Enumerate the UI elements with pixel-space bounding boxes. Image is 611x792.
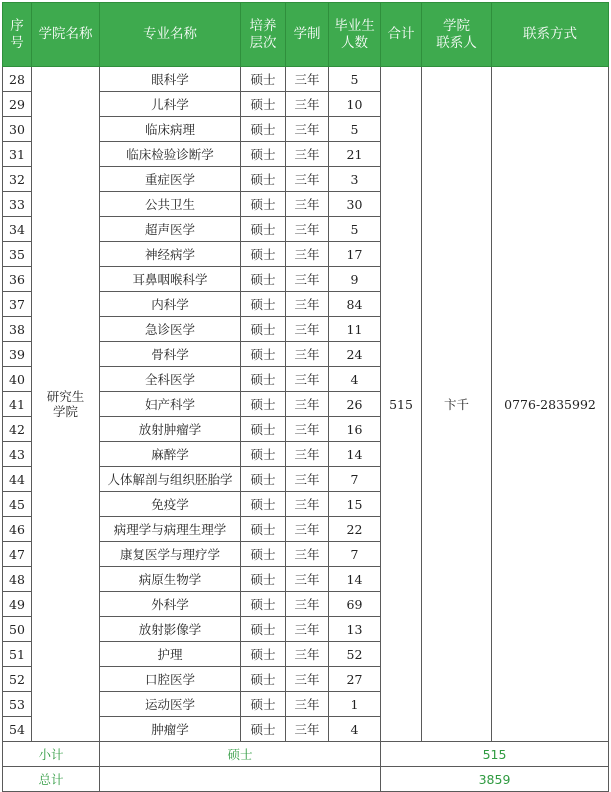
graduate-count: 4	[329, 717, 381, 742]
row-number: 36	[3, 267, 32, 292]
training-level: 硕士	[241, 92, 286, 117]
graduate-count: 10	[329, 92, 381, 117]
major-name: 急诊医学	[100, 317, 241, 342]
graduate-count: 21	[329, 142, 381, 167]
graduate-count: 11	[329, 317, 381, 342]
subtotal-label: 小计	[3, 742, 100, 767]
major-name: 放射肿瘤学	[100, 417, 241, 442]
graduate-count: 14	[329, 567, 381, 592]
header-college: 学院名称	[32, 3, 100, 67]
graduate-count: 7	[329, 542, 381, 567]
row-number: 41	[3, 392, 32, 417]
major-name: 妇产科学	[100, 392, 241, 417]
graduate-count: 24	[329, 342, 381, 367]
graduate-count: 27	[329, 667, 381, 692]
major-name: 免疫学	[100, 492, 241, 517]
header-contact: 学院 联系人	[422, 3, 492, 67]
training-level: 硕士	[241, 292, 286, 317]
study-duration: 三年	[286, 317, 329, 342]
study-duration: 三年	[286, 392, 329, 417]
header-phone: 联系方式	[492, 3, 609, 67]
row-number: 54	[3, 717, 32, 742]
training-level: 硕士	[241, 567, 286, 592]
training-level: 硕士	[241, 617, 286, 642]
major-name: 康复医学与理疗学	[100, 542, 241, 567]
subtotal-row	[3, 742, 609, 767]
training-level: 硕士	[241, 642, 286, 667]
study-duration: 三年	[286, 492, 329, 517]
major-name: 内科学	[100, 292, 241, 317]
major-name: 骨科学	[100, 342, 241, 367]
header-duration: 学制	[286, 3, 329, 67]
group-total: 515	[381, 67, 422, 742]
graduate-count: 69	[329, 592, 381, 617]
row-number: 52	[3, 667, 32, 692]
row-number: 33	[3, 192, 32, 217]
study-duration: 三年	[286, 367, 329, 392]
row-number: 30	[3, 117, 32, 142]
graduate-count: 13	[329, 617, 381, 642]
training-level: 硕士	[241, 142, 286, 167]
training-level: 硕士	[241, 342, 286, 367]
study-duration: 三年	[286, 292, 329, 317]
graduate-count: 22	[329, 517, 381, 542]
header-row	[3, 3, 609, 67]
graduate-count: 9	[329, 267, 381, 292]
row-number: 53	[3, 692, 32, 717]
major-name: 耳鼻咽喉科学	[100, 267, 241, 292]
row-number: 40	[3, 367, 32, 392]
training-level: 硕士	[241, 267, 286, 292]
training-level: 硕士	[241, 717, 286, 742]
training-level: 硕士	[241, 517, 286, 542]
row-number: 32	[3, 167, 32, 192]
header-graduates: 毕业生 人数	[329, 3, 381, 67]
row-number: 39	[3, 342, 32, 367]
row-number: 51	[3, 642, 32, 667]
major-name: 全科医学	[100, 367, 241, 392]
grand-total-row	[3, 767, 609, 792]
training-level: 硕士	[241, 392, 286, 417]
major-name: 放射影像学	[100, 617, 241, 642]
training-level: 硕士	[241, 67, 286, 92]
major-name: 外科学	[100, 592, 241, 617]
training-level: 硕士	[241, 692, 286, 717]
major-name: 麻醉学	[100, 442, 241, 467]
header-seq: 序 号	[3, 3, 32, 67]
grand-total-label: 总计	[3, 767, 100, 792]
graduate-count: 3	[329, 167, 381, 192]
study-duration: 三年	[286, 442, 329, 467]
row-number: 29	[3, 92, 32, 117]
major-name: 肿瘤学	[100, 717, 241, 742]
major-name: 神经病学	[100, 242, 241, 267]
training-level: 硕士	[241, 442, 286, 467]
major-name: 病原生物学	[100, 567, 241, 592]
study-duration: 三年	[286, 242, 329, 267]
grand-total-value: 3859	[381, 767, 609, 792]
graduate-count: 52	[329, 642, 381, 667]
table-row	[3, 67, 609, 92]
row-number: 28	[3, 67, 32, 92]
training-level: 硕士	[241, 367, 286, 392]
study-duration: 三年	[286, 92, 329, 117]
row-number: 47	[3, 542, 32, 567]
graduate-count: 15	[329, 492, 381, 517]
graduate-count: 14	[329, 442, 381, 467]
row-number: 46	[3, 517, 32, 542]
row-number: 34	[3, 217, 32, 242]
training-level: 硕士	[241, 242, 286, 267]
study-duration: 三年	[286, 642, 329, 667]
study-duration: 三年	[286, 617, 329, 642]
training-level: 硕士	[241, 167, 286, 192]
major-name: 人体解剖与组织胚胎学	[100, 467, 241, 492]
graduate-count: 4	[329, 367, 381, 392]
study-duration: 三年	[286, 267, 329, 292]
study-duration: 三年	[286, 692, 329, 717]
training-level: 硕士	[241, 417, 286, 442]
graduate-count: 7	[329, 467, 381, 492]
graduate-count: 5	[329, 67, 381, 92]
study-duration: 三年	[286, 217, 329, 242]
row-number: 45	[3, 492, 32, 517]
major-name: 护理	[100, 642, 241, 667]
major-name: 运动医学	[100, 692, 241, 717]
graduate-count: 5	[329, 217, 381, 242]
college-name: 研究生 学院	[32, 67, 100, 742]
header-total: 合计	[381, 3, 422, 67]
grand-total-blank	[100, 767, 381, 792]
row-number: 49	[3, 592, 32, 617]
row-number: 50	[3, 617, 32, 642]
training-level: 硕士	[241, 117, 286, 142]
subtotal-level: 硕士	[100, 742, 381, 767]
graduate-count: 26	[329, 392, 381, 417]
row-number: 38	[3, 317, 32, 342]
row-number: 43	[3, 442, 32, 467]
graduate-count: 30	[329, 192, 381, 217]
major-name: 重症医学	[100, 167, 241, 192]
graduate-count: 5	[329, 117, 381, 142]
study-duration: 三年	[286, 592, 329, 617]
major-name: 口腔医学	[100, 667, 241, 692]
study-duration: 三年	[286, 717, 329, 742]
study-duration: 三年	[286, 567, 329, 592]
row-number: 37	[3, 292, 32, 317]
study-duration: 三年	[286, 142, 329, 167]
row-number: 42	[3, 417, 32, 442]
subtotal-value: 515	[381, 742, 609, 767]
header-major: 专业名称	[100, 3, 241, 67]
row-number: 48	[3, 567, 32, 592]
training-level: 硕士	[241, 492, 286, 517]
training-level: 硕士	[241, 192, 286, 217]
study-duration: 三年	[286, 542, 329, 567]
header-level: 培养 层次	[241, 3, 286, 67]
major-name: 临床病理	[100, 117, 241, 142]
row-number: 44	[3, 467, 32, 492]
study-duration: 三年	[286, 67, 329, 92]
major-name: 超声医学	[100, 217, 241, 242]
training-level: 硕士	[241, 467, 286, 492]
graduate-count: 84	[329, 292, 381, 317]
training-level: 硕士	[241, 317, 286, 342]
study-duration: 三年	[286, 342, 329, 367]
graduates-table	[2, 2, 609, 792]
graduate-count: 17	[329, 242, 381, 267]
major-name: 眼科学	[100, 67, 241, 92]
row-number: 31	[3, 142, 32, 167]
contact-phone: 0776-2835992	[492, 67, 609, 742]
study-duration: 三年	[286, 517, 329, 542]
training-level: 硕士	[241, 667, 286, 692]
contact-person: 卞千	[422, 67, 492, 742]
study-duration: 三年	[286, 417, 329, 442]
major-name: 儿科学	[100, 92, 241, 117]
major-name: 病理学与病理生理学	[100, 517, 241, 542]
study-duration: 三年	[286, 117, 329, 142]
training-level: 硕士	[241, 542, 286, 567]
row-number: 35	[3, 242, 32, 267]
graduate-count: 1	[329, 692, 381, 717]
major-name: 公共卫生	[100, 192, 241, 217]
major-name: 临床检验诊断学	[100, 142, 241, 167]
training-level: 硕士	[241, 217, 286, 242]
study-duration: 三年	[286, 467, 329, 492]
training-level: 硕士	[241, 592, 286, 617]
study-duration: 三年	[286, 167, 329, 192]
study-duration: 三年	[286, 667, 329, 692]
study-duration: 三年	[286, 192, 329, 217]
graduate-count: 16	[329, 417, 381, 442]
